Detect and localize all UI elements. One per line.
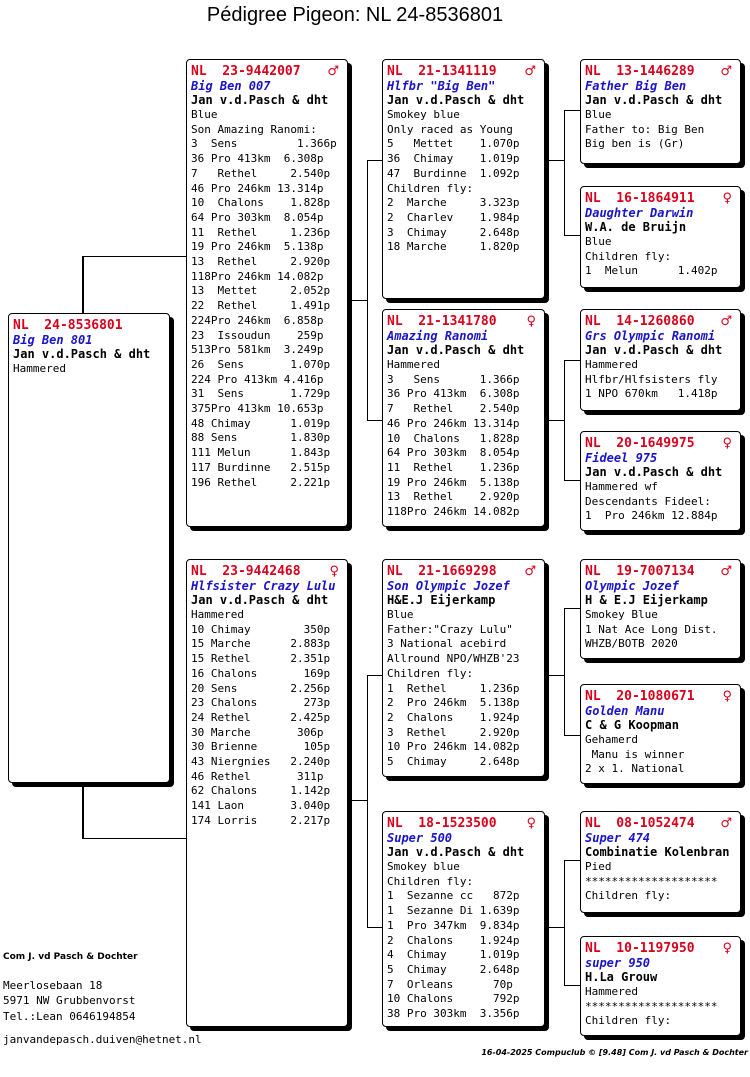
pigeon-info-line: 26 Sens 1.070p: [191, 357, 331, 371]
pigeon-info-line: 2 Marche 3.323p: [387, 196, 520, 210]
pigeon-card-sire-sire[interactable]: [382, 59, 545, 299]
pigeon-info-line: Hammered: [585, 358, 638, 371]
pigeon-name: Daughter Darwin: [585, 206, 694, 220]
pigeon-info-line: 1 Nat Ace Long Dist.: [585, 622, 718, 636]
connector-line: [546, 675, 565, 676]
pigeon-info-line: Smokey blue: [387, 860, 460, 873]
pigeon-owner: H&E.J Eijerkamp: [387, 593, 496, 607]
pigeon-info-line: 23 Chalons 273p: [191, 696, 331, 710]
pigeon-info-line: 36 Pro 413km 6.308p: [191, 152, 324, 166]
pigeon-info-line: 19 Pro 246km 5.138p: [191, 240, 324, 254]
ring-number: NL 13-1446289: [585, 64, 695, 79]
pigeon-info-line: 36 Pro 413km 6.308p: [387, 387, 520, 401]
pigeon-name: Super 500: [387, 831, 453, 845]
female-icon: ♀: [722, 436, 732, 451]
card-header: [387, 564, 538, 579]
pigeon-info-line: 23 Issoudun 259p: [191, 328, 324, 342]
pigeon-info-line: 64 Pro 303km 8.054p: [387, 446, 520, 460]
pigeon-info-line: 3 Sens 1.366p: [387, 372, 520, 386]
card-header: [387, 816, 538, 831]
pigeon-info-line: Children fly:: [585, 249, 672, 263]
pigeon-info-line: 11 Rethel 1.236p: [387, 460, 520, 474]
pigeon-name: Fideel 975: [585, 451, 658, 465]
pigeon-info-line: ********************: [585, 999, 718, 1013]
pigeon-info-line: ********************: [585, 874, 718, 888]
pigeon-info-line: 375Pro 413km 10.653p: [191, 402, 324, 416]
connector-line: [82, 838, 187, 839]
pigeon-info-line: 5 Mettet 1.070p: [387, 137, 520, 151]
pigeon-info-line: 18 Marche 1.820p: [387, 240, 520, 254]
pigeon-info-line: 224 Pro 413km 4.416p: [191, 372, 324, 386]
connector-line: [367, 675, 383, 676]
connector-line: [546, 160, 565, 161]
pigeon-info-line: Blue: [387, 608, 414, 621]
connector-line: [564, 608, 581, 609]
male-icon: ♂: [720, 564, 732, 579]
pigeon-owner: Jan v.d.Pasch & dht: [585, 343, 723, 357]
card-header: [387, 64, 538, 79]
connector-line: [564, 480, 581, 481]
connector-line: [564, 608, 565, 735]
pigeon-info-line: 30 Brienne 105p: [191, 740, 331, 754]
pigeon-info-line: Allround NPO/WHZB'23: [387, 652, 520, 666]
pigeon-info-line: 10 Chimay 350p: [191, 622, 331, 636]
card-header: [585, 64, 734, 79]
pigeon-info-line: 141 Laon 3.040p: [191, 799, 331, 813]
connector-line: [564, 110, 565, 235]
pigeon-info-line: WHZB/BOTB 2020: [585, 637, 678, 651]
pigeon-name: Hlfsister Crazy Lulu: [191, 579, 336, 593]
breeder-email[interactable]: janvandepasch.duiven@hetnet.nl: [3, 1033, 202, 1046]
pigeon-info-line: Son Amazing Ranomi:: [191, 122, 317, 136]
ring-number: NL 20-1649975: [585, 436, 695, 451]
pigeon-info-line: 1 Sezanne cc 872p: [387, 889, 520, 903]
pigeon-info-line: 11 Rethel 1.236p: [191, 225, 331, 239]
pigeon-name: Son Olympic Jozef: [387, 579, 510, 593]
pigeon-info-line: 224Pro 246km 6.858p: [191, 313, 324, 327]
pigeon-info-line: 2 Charlev 1.984p: [387, 210, 520, 224]
connector-line: [564, 235, 581, 236]
pigeon-info-line: 10 Pro 246km 14.082p: [387, 740, 520, 754]
pigeon-name: Super 474: [585, 831, 651, 845]
connector-line: [546, 927, 565, 928]
breeder-phone: Tel.:Lean 0646194854: [3, 1009, 136, 1023]
pigeon-info-line: 20 Sens 2.256p: [191, 681, 331, 695]
connector-line: [564, 860, 565, 985]
pigeon-info-line: Smokey Blue: [585, 608, 658, 621]
connector-line: [564, 860, 581, 861]
pigeon-info-line: 10 Chalons 1.828p: [387, 431, 520, 445]
pigeon-name: Big Ben 801: [13, 333, 93, 347]
pigeon-owner: Jan v.d.Pasch & dht: [191, 593, 329, 607]
pigeon-info-line: 2 Chalons 1.924p: [387, 710, 520, 724]
breeder-street: Meerlosebaan 18: [3, 978, 103, 992]
pigeon-info-line: 22 Rethel 1.491p: [191, 299, 331, 313]
pigeon-info-line: 196 Rethel 2.221p: [191, 475, 331, 489]
pigeon-owner: Jan v.d.Pasch & dht: [585, 465, 723, 479]
pigeon-name: Big Ben 007: [191, 79, 271, 93]
ring-number: NL 08-1052474: [585, 816, 695, 831]
pigeon-info-line: Hammered: [585, 985, 638, 998]
card-header: [13, 318, 163, 333]
male-icon: ♂: [524, 64, 536, 79]
card-header: [585, 816, 734, 831]
pigeon-name: Olympic Jozef: [585, 579, 679, 593]
pigeon-name: Father Big Ben: [585, 79, 687, 93]
female-icon: ♀: [526, 816, 536, 831]
pigeon-info-line: 2 Pro 246km 5.138p: [387, 696, 520, 710]
pigeon-info-line: Children fly:: [387, 181, 474, 195]
pigeon-info-line: Only raced as Young: [387, 122, 513, 136]
pigeon-info-line: 2 Chalons 1.924p: [387, 933, 520, 947]
pigeon-info-line: 1 Melun 1.402p: [585, 264, 718, 278]
female-icon: ♀: [722, 941, 732, 956]
card-header: [191, 64, 341, 79]
ring-number: NL 19-7007134: [585, 564, 695, 579]
footer-credit: 16-04-2025 Compuclub © [9.48] Com J. vd Pasch & Dochter: [481, 1048, 748, 1057]
pigeon-info-line: 1 Pro 347km 9.834p: [387, 918, 520, 932]
pigeon-info-line: Hammered: [13, 362, 66, 375]
pigeon-owner: Jan v.d.Pasch & dht: [387, 845, 525, 859]
female-icon: ♀: [526, 314, 536, 329]
pigeon-info-line: 3 National acebird: [387, 637, 507, 651]
ring-number: NL 14-1260860: [585, 314, 695, 329]
pigeon-name: Hlfbr "Big Ben": [387, 79, 496, 93]
female-icon: ♀: [722, 191, 732, 206]
pigeon-info-line: 10 Chalons 1.828p: [191, 196, 331, 210]
pigeon-info-line: 46 Pro 246km 13.314p: [387, 416, 520, 430]
pigeon-info-line: Pied: [585, 860, 612, 873]
connector-line: [367, 160, 368, 420]
pigeon-owner: Jan v.d.Pasch & dht: [585, 93, 723, 107]
connector-line: [564, 735, 581, 736]
pigeon-card-dds[interactable]: [580, 811, 741, 913]
pigeon-info-line: Blue: [191, 108, 218, 121]
pigeon-owner: H.La Grouw: [585, 970, 658, 984]
pigeon-info-line: 15 Rethel 2.351p: [191, 652, 331, 666]
pigeon-info-line: 1 Rethel 1.236p: [387, 681, 520, 695]
female-icon: ♀: [722, 689, 732, 704]
page-title: Pédigree Pigeon: NL 24-8536801: [206, 4, 504, 26]
pigeon-info-line: 3 Sens 1.366p: [191, 137, 337, 151]
pigeon-info-line: 1 NPO 670km 1.418p: [585, 387, 718, 401]
card-header: [585, 564, 734, 579]
pigeon-info-line: 4 Chimay 1.019p: [387, 948, 520, 962]
pigeon-info-line: 46 Rethel 311p: [191, 769, 324, 783]
pigeon-info-line: 46 Pro 246km 13.314p: [191, 181, 324, 195]
pigeon-info-line: 5 Chimay 2.648p: [387, 962, 520, 976]
connector-line: [564, 360, 581, 361]
pigeon-info-line: 1 Pro 246km 12.884p: [585, 509, 718, 523]
pigeon-name: Grs Olympic Ranomi: [585, 329, 716, 343]
pigeon-info-line: Children fly:: [387, 666, 474, 680]
pigeon-info-line: Father:"Crazy Lulu": [387, 622, 513, 636]
pigeon-info-line: 62 Chalons 1.142p: [191, 784, 331, 798]
pigeon-info-line: Descendants Fideel:: [585, 494, 711, 508]
pigeon-info-line: 2 x 1. National: [585, 762, 685, 776]
pigeon-info-line: 16 Chalons 169p: [191, 666, 331, 680]
ring-number: NL 21-1341119: [387, 64, 497, 79]
pigeon-card-dsd[interactable]: [580, 684, 741, 784]
pigeon-card-sds[interactable]: [580, 309, 741, 411]
pigeon-card-dam-sire[interactable]: [382, 559, 545, 777]
connector-line: [82, 256, 84, 313]
card-header: [585, 314, 734, 329]
ring-number: NL 16-1864911: [585, 191, 695, 206]
pigeon-info-line: 118Pro 246km 14.082p: [191, 269, 324, 283]
pigeon-info-line: Children fly:: [585, 1014, 672, 1028]
pigeon-info-line: 24 Rethel 2.425p: [191, 710, 331, 724]
connector-line: [546, 420, 565, 421]
pigeon-info-line: 13 Rethel 2.920p: [387, 490, 520, 504]
pigeon-info-line: 13 Mettet 2.052p: [191, 284, 331, 298]
pigeon-info-line: 13 Rethel 2.920p: [191, 255, 331, 269]
pigeon-info-line: 174 Lorris 2.217p: [191, 813, 331, 827]
pigeon-owner: W.A. de Bruijn: [585, 220, 687, 234]
pigeon-name: Amazing Ranomi: [387, 329, 489, 343]
ring-number: NL 23-9442468: [191, 564, 301, 579]
male-icon: ♂: [720, 816, 732, 831]
ring-number: NL 21-1341780: [387, 314, 497, 329]
male-icon: ♂: [720, 314, 732, 329]
connector-line: [564, 110, 581, 111]
pigeon-info-line: 3 Chimay 2.648p: [387, 225, 520, 239]
pigeon-owner: Jan v.d.Pasch & dht: [387, 343, 525, 357]
pigeon-info-line: Hammered: [191, 608, 244, 621]
pigeon-info-line: 1 Sezanne Di 1.639p: [387, 904, 520, 918]
ring-number: NL 21-1669298: [387, 564, 497, 579]
female-icon: ♀: [329, 564, 339, 579]
pigeon-info-line: Smokey blue: [387, 108, 460, 121]
pigeon-card-sss[interactable]: [580, 59, 741, 164]
pigeon-card-dam-dam[interactable]: [382, 811, 545, 1027]
pigeon-card-ddd[interactable]: [580, 936, 741, 1036]
pigeon-info-line: 7 Orleans 70p: [387, 977, 513, 991]
pigeon-info-line: 7 Rethel 2.540p: [191, 166, 331, 180]
pigeon-name: Golden Manu: [585, 704, 665, 718]
pigeon-info-line: 43 Niergnies 2.240p: [191, 755, 331, 769]
pigeon-info-line: 5 Chimay 2.648p: [387, 755, 520, 769]
pigeon-info-line: Hammered: [387, 358, 440, 371]
pigeon-card-subject[interactable]: [8, 313, 170, 783]
card-header: [387, 314, 538, 329]
ring-number: NL 18-1523500: [387, 816, 497, 831]
connector-line: [564, 985, 581, 986]
pigeon-info-line: 513Pro 581km 3.249p: [191, 343, 324, 357]
pigeon-info-line: 88 Sens 1.830p: [191, 431, 331, 445]
breeder-city: 5971 NW Grubbenvorst: [3, 994, 136, 1007]
pigeon-info-line: Blue: [585, 235, 612, 248]
pigeon-info-line: 7 Rethel 2.540p: [387, 402, 520, 416]
pigeon-info-line: 48 Chimay 1.019p: [191, 416, 331, 430]
pigeon-info-line: 47 Burdinne 1.092p: [387, 166, 520, 180]
pigeon-name: super 950: [585, 956, 651, 970]
pigeon-info-line: Hammered wf: [585, 480, 658, 493]
pigeon-info-line: Big ben is (Gr): [585, 137, 685, 151]
card-header: [191, 564, 341, 579]
card-header: [585, 689, 734, 704]
pigeon-owner: Jan v.d.Pasch & dht: [191, 93, 329, 107]
pigeon-owner: Jan v.d.Pasch & dht: [13, 347, 151, 361]
ring-number: NL 20-1080671: [585, 689, 695, 704]
pigeon-info-line: Manu is winner: [585, 747, 685, 761]
ring-number: NL 10-1197950: [585, 941, 695, 956]
pigeon-card-sire-dam[interactable]: [382, 309, 545, 527]
card-header: [585, 436, 734, 451]
connector-line: [367, 160, 383, 161]
male-icon: ♂: [720, 64, 732, 79]
pigeon-info-line: 38 Pro 303km 3.356p: [387, 1007, 520, 1021]
ring-number: NL 24-8536801: [13, 318, 123, 333]
breeder-info: [3, 950, 138, 1024]
pigeon-info-line: 30 Marche 306p: [191, 725, 324, 739]
pigeon-info-line: Children fly:: [387, 874, 474, 888]
breeder-name: Com J. vd Pasch & Dochter: [3, 952, 138, 962]
pigeon-owner: Combinatie Kolenbran: [585, 845, 730, 859]
pigeon-info-line: 64 Pro 303km 8.054p: [191, 210, 324, 224]
pigeon-card-dss[interactable]: [580, 559, 741, 659]
connector-line: [367, 675, 368, 927]
connector-line: [82, 783, 84, 838]
card-header: [585, 941, 734, 956]
pigeon-info-line: 117 Burdinne 2.515p: [191, 460, 331, 474]
pigeon-card-sdd[interactable]: [580, 431, 741, 531]
connector-line: [348, 800, 368, 801]
male-icon: ♂: [327, 64, 339, 79]
pigeon-info-line: 15 Marche 2.883p: [191, 637, 331, 651]
pigeon-card-sire[interactable]: [186, 59, 348, 527]
pigeon-owner: H & E.J Eijerkamp: [585, 593, 708, 607]
connector-line: [367, 420, 383, 421]
pigeon-owner: C & G Koopman: [585, 718, 679, 732]
pigeon-info-line: 36 Chimay 1.019p: [387, 152, 520, 166]
card-header: [585, 191, 734, 206]
ring-number: NL 23-9442007: [191, 64, 301, 79]
pigeon-info-line: 19 Pro 246km 5.138p: [387, 475, 520, 489]
pigeon-info-line: Hlfbr/Hlfsisters fly: [585, 372, 718, 386]
pigeon-card-dam[interactable]: [186, 559, 348, 1027]
pigeon-info-line: Children fly:: [585, 889, 672, 903]
pigeon-info-line: Blue: [585, 108, 612, 121]
pigeon-info-line: 3 Rethel 2.920p: [387, 725, 520, 739]
pigeon-card-ssd[interactable]: [580, 186, 741, 288]
connector-line: [82, 256, 187, 257]
connector-line: [367, 927, 383, 928]
pigeon-owner: Jan v.d.Pasch & dht: [387, 93, 525, 107]
connector-line: [348, 300, 368, 301]
pigeon-info-line: 111 Melun 1.843p: [191, 446, 331, 460]
pigeon-info-line: Gehamerd: [585, 733, 638, 746]
pigeon-info-line: 10 Chalons 792p: [387, 992, 520, 1006]
pigeon-info-line: Father to: Big Ben: [585, 122, 705, 136]
pigeon-info-line: 31 Sens 1.729p: [191, 387, 331, 401]
pigeon-info-line: 118Pro 246km 14.082p: [387, 505, 520, 519]
male-icon: ♂: [524, 564, 536, 579]
